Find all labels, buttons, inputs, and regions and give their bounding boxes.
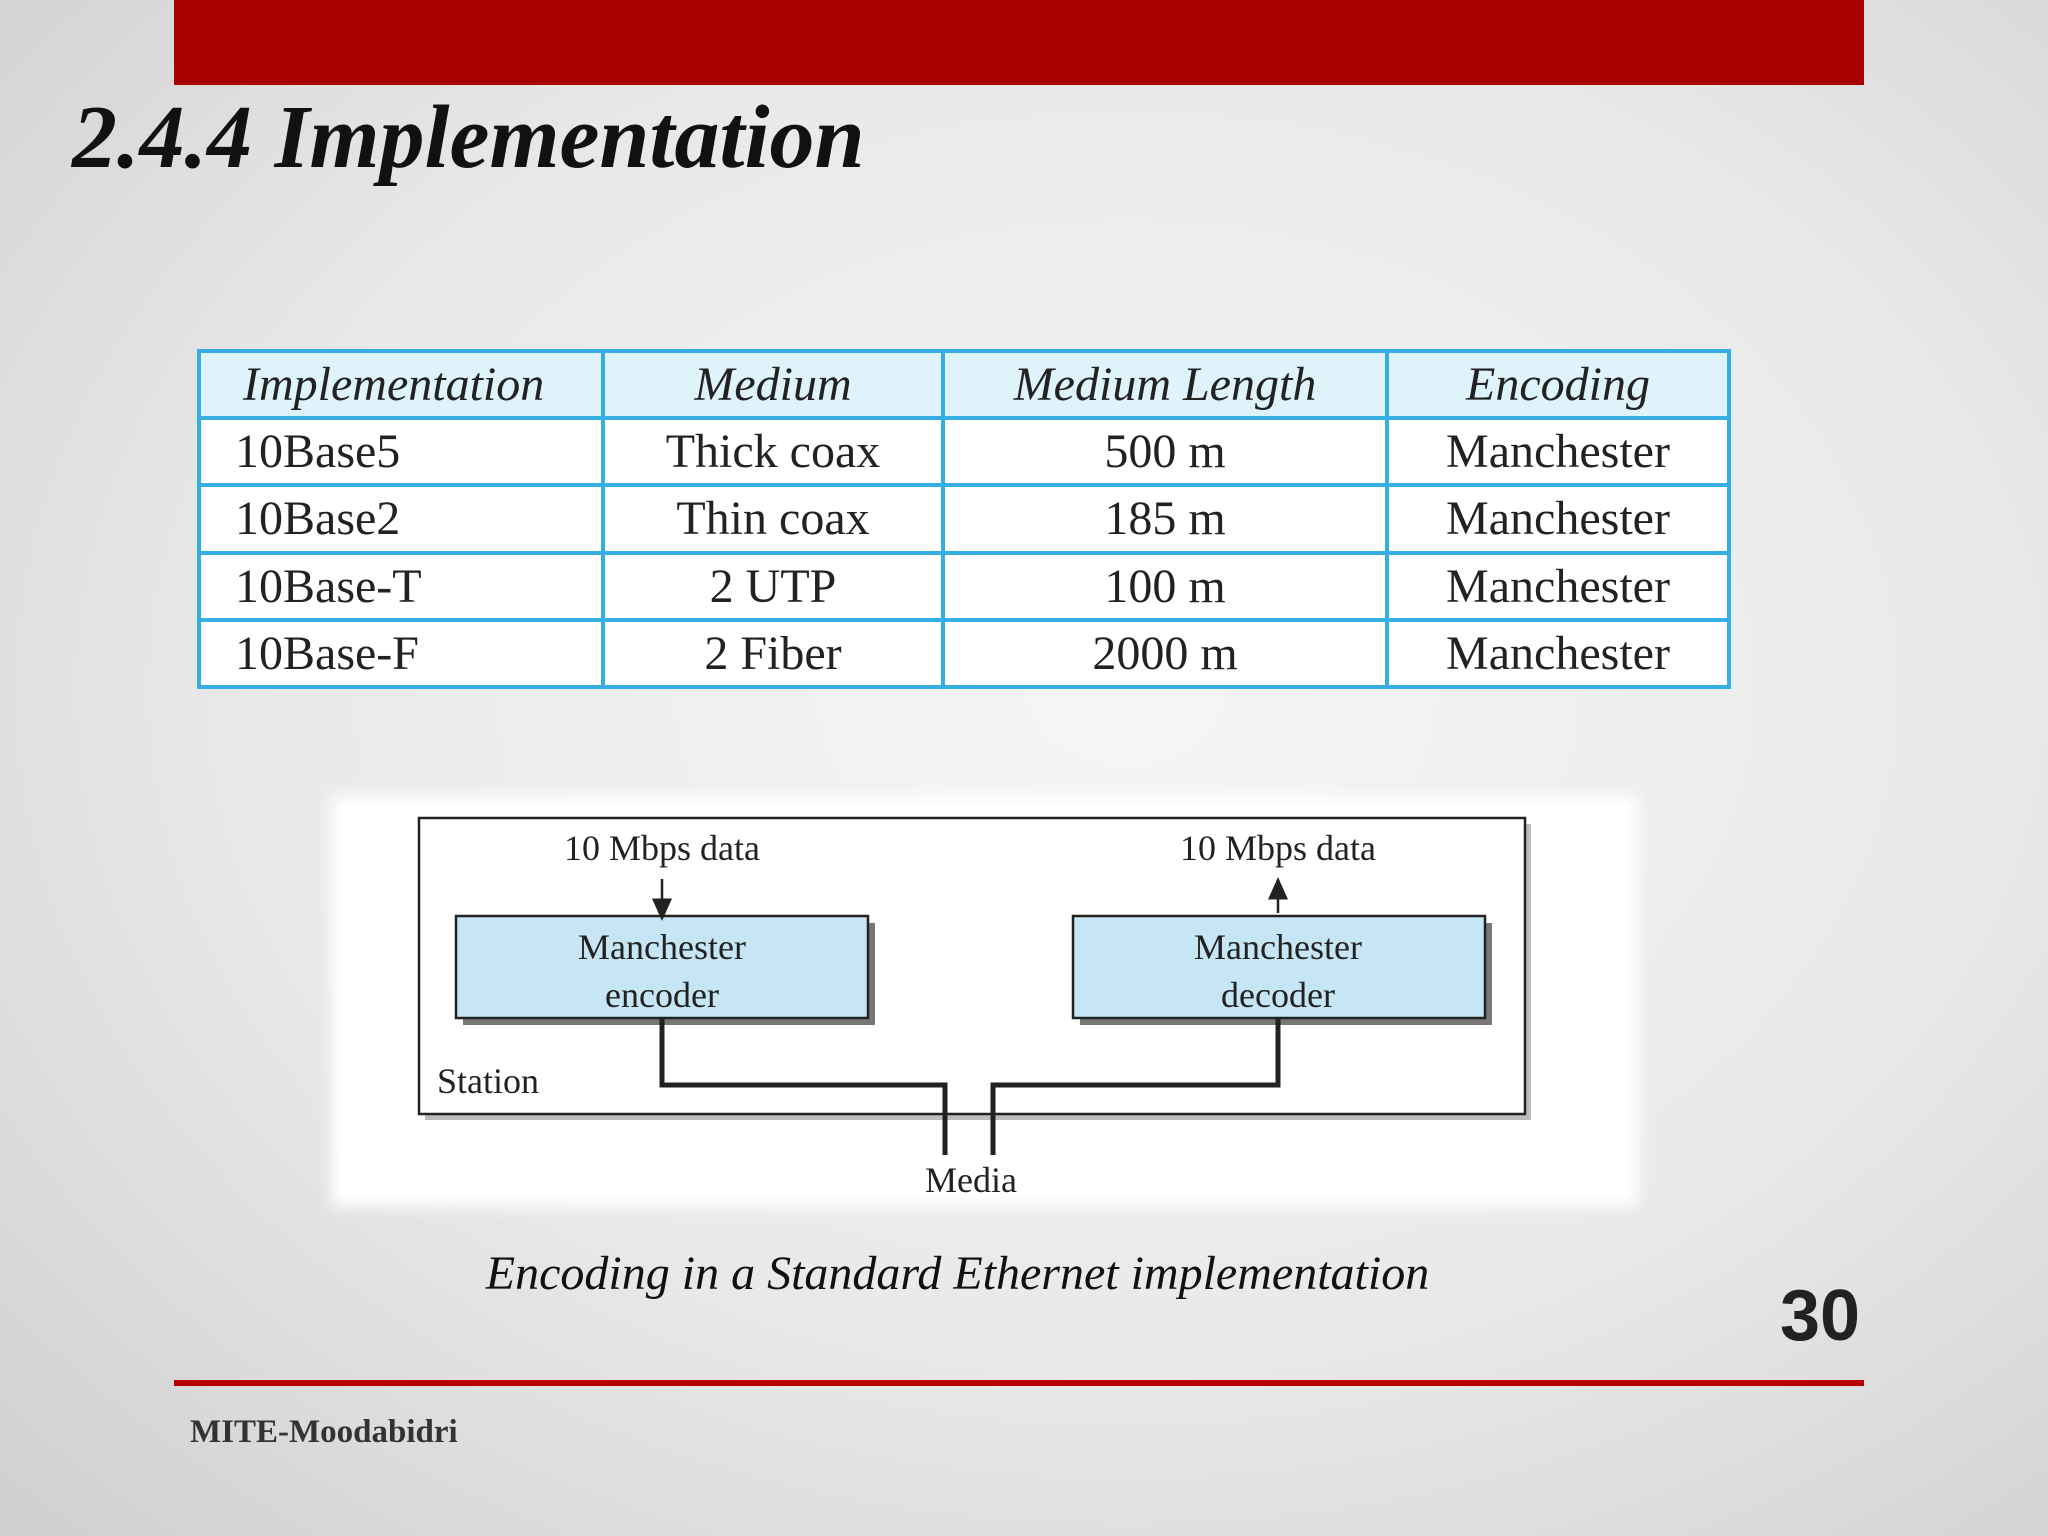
top-accent-bar xyxy=(174,0,1864,85)
table-row xyxy=(199,485,1729,552)
right-data-label: 10 Mbps data xyxy=(1180,828,1376,868)
cell-medium: 2 Fiber xyxy=(603,620,943,687)
bottom-divider xyxy=(174,1380,1864,1386)
cell-medium: Thick coax xyxy=(603,418,943,485)
left-data-label: 10 Mbps data xyxy=(564,828,760,868)
table-header-row xyxy=(199,351,1729,418)
slide-title: 2.4.4 Implementation xyxy=(72,88,865,187)
header-medium: Medium xyxy=(603,351,943,418)
media-label: Media xyxy=(925,1160,1017,1197)
encoding-diagram xyxy=(341,805,1629,1197)
cell-implementation: 10Base-F xyxy=(199,620,603,687)
header-encoding: Encoding xyxy=(1387,351,1729,418)
table-row xyxy=(199,620,1729,687)
cell-implementation: 10Base-T xyxy=(199,553,603,620)
header-implementation: Implementation xyxy=(199,351,603,418)
cell-medium-length: 2000 m xyxy=(943,620,1387,687)
encoder-label-line1: Manchester xyxy=(578,927,746,967)
cell-implementation: 10Base5 xyxy=(199,418,603,485)
cell-medium: Thin coax xyxy=(603,485,943,552)
table-row xyxy=(199,418,1729,485)
cell-encoding: Manchester xyxy=(1387,553,1729,620)
cell-medium-length: 500 m xyxy=(943,418,1387,485)
cell-implementation: 10Base2 xyxy=(199,485,603,552)
table-row xyxy=(199,553,1729,620)
ethernet-implementation-table xyxy=(197,349,1731,689)
diagram-caption: Encoding in a Standard Ethernet implementation xyxy=(485,1247,1430,1300)
decoder-label-line2: decoder xyxy=(1221,975,1335,1015)
cell-encoding: Manchester xyxy=(1387,620,1729,687)
cell-medium-length: 100 m xyxy=(943,553,1387,620)
encoding-diagram-svg xyxy=(341,805,1629,1197)
footer-institution: MITE-Moodabidri xyxy=(190,1414,458,1450)
header-medium-length: Medium Length xyxy=(943,351,1387,418)
station-label: Station xyxy=(437,1061,540,1101)
cell-encoding: Manchester xyxy=(1387,485,1729,552)
cell-encoding: Manchester xyxy=(1387,418,1729,485)
page-number: 30 xyxy=(1780,1276,1861,1356)
cell-medium-length: 185 m xyxy=(943,485,1387,552)
encoder-label-line2: encoder xyxy=(605,975,719,1015)
cell-medium: 2 UTP xyxy=(603,553,943,620)
decoder-label-line1: Manchester xyxy=(1194,927,1362,967)
